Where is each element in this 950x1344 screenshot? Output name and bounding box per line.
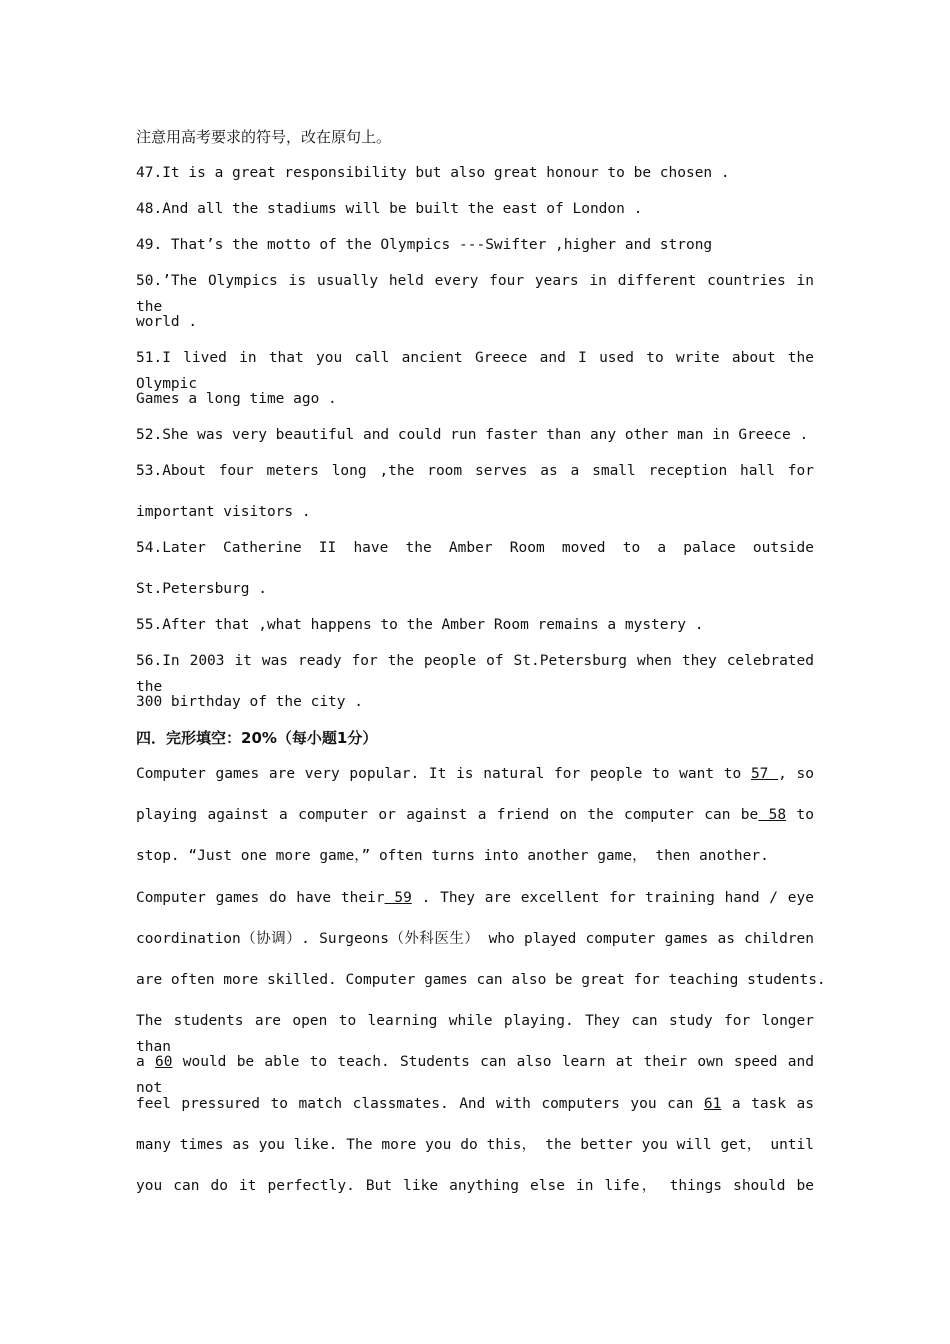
sentence-49: 49. That’s the motto of the Olympics ---Swifter ,higher and strong <box>136 237 713 253</box>
passage-line-1: Computer games are very popular. It is natural for people to want to 57 , so <box>136 766 814 782</box>
passage-line-3: stop. “Just one more game，” often turns into another game， then another. <box>136 848 769 865</box>
cloze-passage <box>136 761 826 1214</box>
sentence-48: 48.And all the stadiums will be built the east of London . <box>136 201 643 217</box>
passage-line-9: feel pressured to match classmates. And with computers you can 61 a task as <box>136 1095 814 1112</box>
passage-line-8: a 60 would be able to teach. Students can also learn at their own speed and not <box>136 1054 814 1097</box>
passage-line-2: playing against a computer or against a friend on the computer can be 58 to <box>136 807 814 824</box>
passage-line-7: The students are open to learning while playing. They can study for longer than <box>136 1013 814 1056</box>
sentence-53-line-1: 53.About four meters long ,the room serves as a small reception hall for <box>136 463 814 479</box>
document-content <box>136 124 826 1214</box>
passage-line-10: many times as you like. The more you do this， the better you will get， until <box>136 1136 814 1153</box>
sentence-50-line-2: world . <box>136 314 198 330</box>
passage-line-6: are often more skilled. Computer games can also be great for teaching students. <box>136 971 826 988</box>
passage-line-11: you can do it perfectly. But like anything else in life， things should be <box>136 1177 814 1194</box>
sentence-51-line-2: Games a long time ago . <box>136 391 337 407</box>
sentence-56-line-2: 300 birthday of the city . <box>136 694 363 710</box>
sentence-54-line-2: St.Petersburg . <box>136 581 267 597</box>
sentence-52: 52.She was very beautiful and could run faster than any other man in Greece . <box>136 427 809 443</box>
sentence-54-line-1: 54.Later Catherine II have the Amber Room moved to a palace outside <box>136 540 814 556</box>
blank-60: 60 <box>155 1054 173 1071</box>
instruction: 注意用高考要求的符号，改在原句上。 <box>136 128 392 146</box>
sentence-55: 55.After that ,what happens to the Amber Room remains a mystery . <box>136 617 704 633</box>
blank-57: 57 <box>750 766 779 782</box>
blank-58: 58 <box>758 807 787 824</box>
sentence-56-line-1: 56.In 2003 it was ready for the people of St.Petersburg when they celebrated the <box>136 653 814 695</box>
sentence-53-line-2: important visitors . <box>136 504 311 520</box>
blank-59: 59 <box>384 889 412 906</box>
sentence-50-line-1: 50.’The Olympics is usually held every four years in different countries in the <box>136 273 814 315</box>
passage-line-4: Computer games do have their 59 . They are excellent for training hand / eye <box>136 889 814 906</box>
sentence-51-line-1: 51.I lived in that you call ancient Greece and I used to write about the Olympic <box>136 350 814 392</box>
blank-61: 61 <box>703 1095 722 1112</box>
section-heading: 四．完形填空：20%（每小题1分） <box>136 729 378 747</box>
passage-line-5: coordination（协调）. Surgeons（外科医生） who played computer games as children <box>136 930 814 947</box>
sentence-47: 47.It is a great responsibility but also great honour to be chosen . <box>136 165 730 181</box>
